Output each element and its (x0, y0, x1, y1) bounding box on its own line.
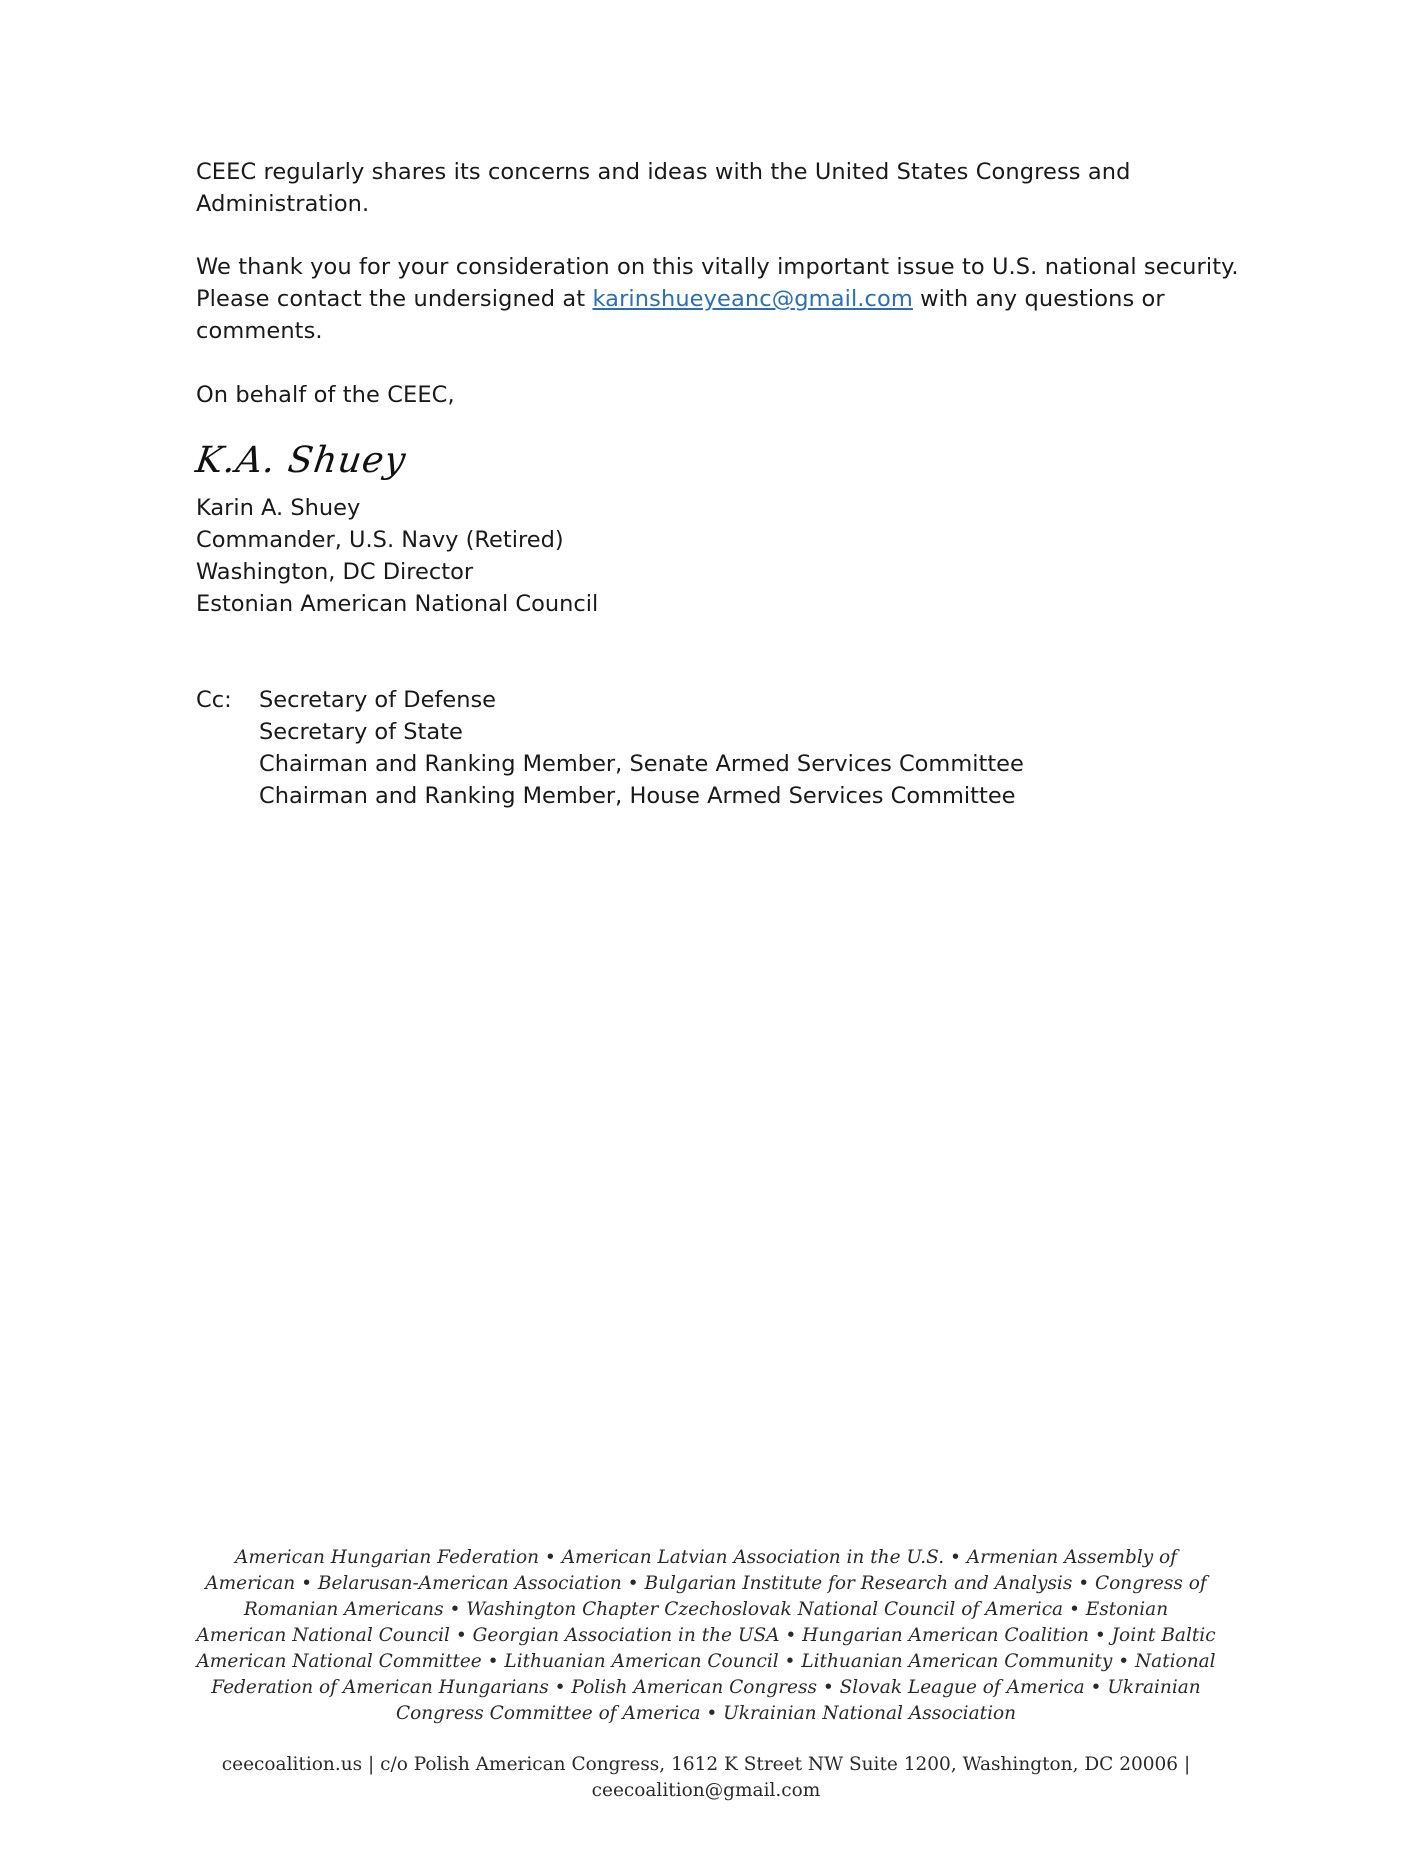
cc-list (259, 684, 1024, 812)
signer-organization: Estonian American National Council (196, 591, 599, 617)
email-link[interactable]: karinshueyeanc@gmail.com (592, 286, 913, 312)
footer-address: ceecoalition.us | c/o Polish American Congress, 1612 K Street NW Suite 1200, Washington, DC 20006 | (221, 1754, 1191, 1775)
cc-recipient: Chairman and Ranking Member, Senate Armed Services Committee (259, 751, 1024, 777)
cc-recipient: Chairman and Ranking Member, House Armed Services Committee (259, 783, 1016, 809)
paragraph-thanks (196, 251, 1256, 347)
cc-recipient: Secretary of Defense (259, 687, 497, 713)
contact-suffix: with any questions or comments. (196, 286, 1165, 344)
paragraph-congress: CEEC regularly shares its concerns and ideas with the United States Congress and Administration. (196, 159, 1131, 217)
footer-member-organizations: American Hungarian Federation • American Latvian Association in the U.S. • Armenian Assembly of American • Belarusan-American Association • Bulgarian Institute for Research and Analysis • Congress of Romanian Americans • Washington Chapter Czechoslovak National Council of America • Estonian American National Council • Georgian Association in the USA • Hungarian American Coalition • Joint Baltic American National Committee • Lithuanian American Council • Lithuanian American Community • National Federation of American Hungarians • Polish American Congress • Slovak League of America • Ukrainian Congress Committee of America • Ukrainian National Association (196, 1547, 1216, 1724)
contact-prefix: Please contact the undersigned at (196, 286, 593, 312)
closing-line: On behalf of the CEEC, (196, 382, 455, 408)
footer-contact (196, 1752, 1216, 1804)
signer-title: Commander, U.S. Navy (Retired) (196, 527, 564, 553)
footer-email: ceecoalition@gmail.com (591, 1780, 821, 1801)
handwritten-signature: K.A. Shuey (193, 440, 409, 481)
signer-position: Washington, DC Director (196, 559, 474, 585)
contact-line (196, 283, 1256, 347)
thanks-line: We thank you for your consideration on this vitally important issue to U.S. national security. (196, 254, 1239, 280)
signer-name: Karin A. Shuey (196, 495, 361, 521)
cc-recipient: Secretary of State (259, 719, 463, 745)
signature-block (196, 492, 598, 620)
cc-label: Cc: (196, 687, 232, 713)
